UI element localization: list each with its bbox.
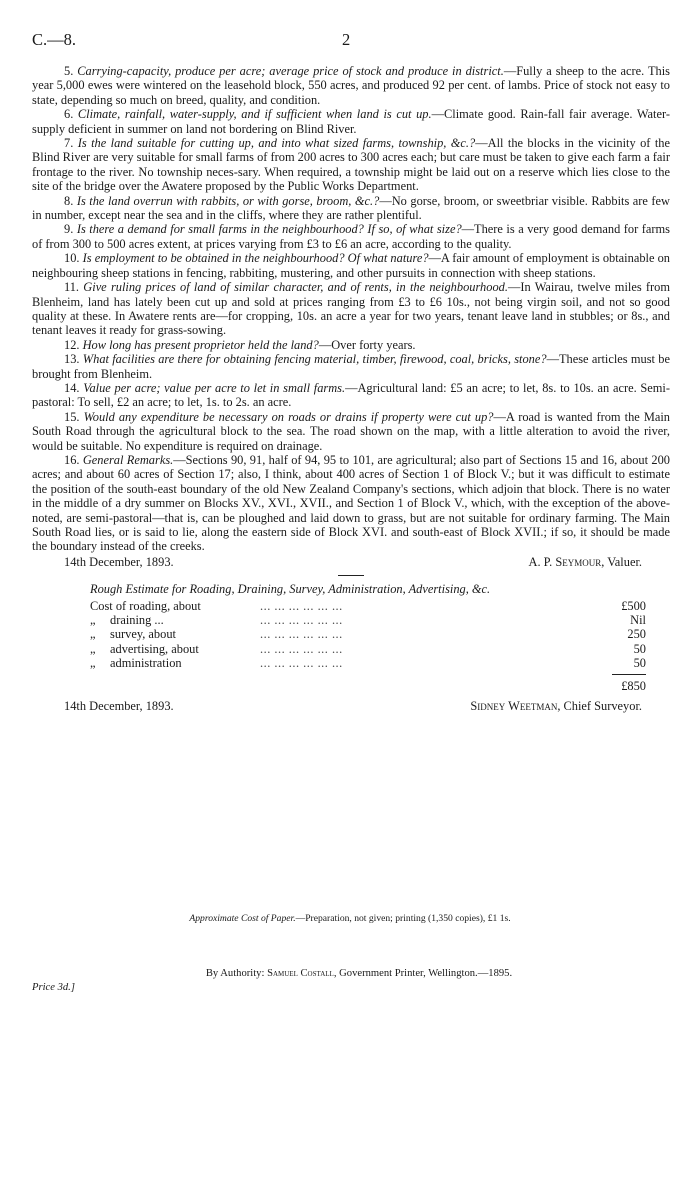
- estimate-leader: ... ... ... ... ... ...: [260, 656, 343, 671]
- answer-text: —A road is wanted from the Main South Road through the agricultural block to the sea. The road shown on the map, with a little alteration to avoid the river, would be suitable. No expenditure is required on drainage.: [32, 409, 670, 453]
- printer-imprint: [0, 968, 700, 979]
- question-paragraph: [32, 194, 670, 223]
- surveyor-name: Sidney Weetman: [470, 699, 558, 714]
- estimate-item: draining ...: [110, 613, 164, 628]
- estimate-total: £850: [621, 678, 646, 693]
- estimate-item: survey, about: [110, 627, 176, 642]
- question-paragraph: [32, 410, 670, 453]
- valuer-signoff: [529, 555, 642, 569]
- question-text: Would any expenditure be necessary on roads or drains if property were cut up?: [83, 409, 494, 424]
- question-number: 9.: [64, 222, 74, 237]
- estimate-title: Rough Estimate for Roading, Draining, Survey, Administration, Advertising, &c.: [90, 582, 491, 597]
- answer-text: —No gorse, broom, or sweetbriar visible. Rabbits are few in number, except near the sea and in the cliffs, where they are rather plentiful.: [32, 193, 671, 223]
- question-text: Climate, rainfall, water-supply, and if sufficient when land is cut up.: [77, 107, 432, 122]
- question-number: 10.: [64, 251, 80, 266]
- valuer-title: , Valuer.: [601, 554, 642, 569]
- answer-text: —All the blocks in the vicinity of the Blind River are very suitable for small farms of from 200 acres to 300 acres each; but care must be taken to give each farm a fair frontage to the river. No township neces-sary. When required, a township might be laid out on a reserve which lies close to the site of the bridge over the Awatere proposed by the Public Works Department.: [32, 136, 670, 194]
- question-text: Is employment to be obtained in the neighbourhood? Of what nature?: [82, 251, 429, 266]
- surveyor-date: 14th December, 1893.: [64, 699, 174, 714]
- estimate-amount: 50: [633, 641, 646, 656]
- answer-text: —Over forty years.: [318, 337, 416, 352]
- question-number: 13.: [64, 352, 80, 367]
- question-paragraph: [32, 381, 670, 410]
- document-reference: C.—8.: [32, 30, 77, 49]
- valuer-date: 14th December, 1893.: [64, 554, 174, 569]
- question-text: Carrying-capacity, produce per acre; average price of stock and produce in district.: [77, 64, 504, 78]
- estimate-amount: £500: [621, 598, 646, 613]
- question-paragraph: [32, 352, 670, 381]
- answer-text: —Climate good. Rain-fall fair average. Water-supply deficient in summer on land not bordering on Blind River.: [32, 107, 670, 136]
- question-text: Is there a demand for small farms in the neighbourhood? If so, of what size?: [76, 222, 462, 237]
- valuer-signature: [32, 555, 670, 569]
- question-number: 7.: [64, 136, 74, 151]
- estimate-leader: ... ... ... ... ... ...: [260, 627, 343, 642]
- estimate-item: administration: [110, 656, 182, 671]
- estimate-amount: 50: [633, 656, 646, 671]
- question-paragraph: [32, 251, 670, 280]
- estimate-item: advertising, about: [110, 641, 199, 656]
- estimate-row: [90, 656, 646, 670]
- estimate-ditto: „: [90, 627, 96, 642]
- answer-text: —Sections 90, 91, half of 94, 95 to 101, are agricultural; also part of Sections 15 and 16, about 200 acres; and about 60 acres of Section 17; also, I think, about 400 acres of Section 1 of Block V.; but it was difficult to estimate the position of the south-east boundary of the old New Zealand Company's sections, which adjoin that block. There is no water in the middle of a dry summer on Blocks XV., XVI., XVII., and Section 1 of Block V., which, with the exception of the above-noted, are semi-pastoral—that is, can be ploughed and laid down to grass, but are not suitable for ordinary farming. The Main South Road lies, or is said to lie, along the eastern side of Block XVI. and south-east of Block XVII.; if so, it should be made the boundary instead of the creeks.: [32, 452, 670, 554]
- question-text: Is the land overrun with rabbits, or with gorse, broom, &c.?: [76, 193, 380, 208]
- estimate-leader: ... ... ... ... ... ...: [260, 598, 343, 613]
- estimate-leader: ... ... ... ... ... ...: [260, 613, 343, 628]
- estimate-ditto: „: [90, 656, 96, 671]
- valuer-name: A. P. Seymour: [528, 554, 602, 569]
- estimate-leader: ... ... ... ... ... ...: [260, 641, 343, 656]
- section-divider: [338, 575, 364, 576]
- question-text: Give ruling prices of land of similar character, and of rents, in the neighbourhood.: [83, 280, 508, 295]
- answer-text: —Fully a sheep to the acre. This year 5,000 ewes were wintered on the leasehold block, 550 acres, and produced 92 per cent. of lambs. Price of stock not easy to state, depending so much on breed, quality, and condition.: [32, 64, 670, 107]
- cost-of-paper-text: —Preparation, not given; printing (1,350 copies), £1 1s.: [295, 913, 511, 924]
- surveyor-signature: [32, 699, 670, 713]
- estimate-row: [90, 642, 646, 656]
- estimate-total-block: [90, 674, 646, 693]
- question-list: [32, 64, 670, 554]
- cost-of-paper-note: [0, 913, 700, 924]
- question-number: 14.: [64, 380, 80, 395]
- question-text: General Remarks.: [82, 452, 174, 467]
- estimate-ditto: „: [90, 641, 96, 656]
- question-paragraph: [32, 107, 670, 136]
- question-paragraph: [32, 136, 670, 194]
- answer-text: —In Wairau, twelve miles from Blenheim, land has lately been cut up and sold at prices ranging from £3 to £6 10s., not being virgin soil, and not so good quality at these. In Awatere rents are—for cropping, 10s. an acre a year for two years, tenant leave land in stubbles; or 8s., and tenant leaves it ready for grass-sowing.: [32, 280, 670, 338]
- answer-text: —These articles must be brought from Blenheim.: [32, 352, 670, 381]
- estimate-row: [90, 613, 646, 627]
- printer-name: Samuel Costall: [267, 968, 334, 979]
- answer-text: —Agricultural land: £5 an acre; to let, 8s. to 10s. an acre. Semi-pastoral: To sell, £2 an acre; to let, 1s. to 2s. an acre.: [32, 380, 671, 410]
- question-text: How long has present proprietor held the land?: [82, 337, 319, 352]
- question-number: 6.: [64, 107, 74, 122]
- question-text: Is the land suitable for cutting up, and into what sized farms, township, &c.?: [77, 136, 476, 151]
- question-number: 16.: [64, 452, 80, 467]
- total-rule: [612, 674, 646, 675]
- estimate-amount: Nil: [630, 613, 646, 628]
- question-paragraph: [32, 280, 670, 338]
- question-paragraph: [32, 222, 670, 251]
- question-number: 8.: [64, 193, 74, 208]
- question-paragraph: [32, 453, 670, 554]
- estimate-amount: 250: [627, 627, 646, 642]
- answer-text: —There is a very good demand for farms of from 300 to 500 acres extent, at prices varying from £3 to £6 an acre, according to the quality.: [32, 222, 670, 251]
- surveyor-signoff: [470, 699, 642, 713]
- question-number: 5.: [64, 64, 74, 78]
- question-text: Value per acre; value per acre to let in small farms.: [83, 380, 346, 395]
- report-body: [32, 64, 670, 713]
- question-text: What facilities are there for obtaining fencing material, timber, firewood, coal, bricks, stone?: [82, 352, 547, 367]
- estimate-table: [90, 599, 646, 671]
- estimate-row: [90, 599, 646, 613]
- price-note: Price 3d.]: [32, 982, 75, 993]
- question-paragraph: [32, 64, 670, 107]
- cost-of-paper-label: Approximate Cost of Paper.: [189, 913, 296, 924]
- question-paragraph: [32, 338, 670, 352]
- authority-suffix: , Government Printer, Wellington.—1895.: [333, 968, 513, 979]
- surveyor-title: , Chief Surveyor.: [557, 699, 642, 714]
- question-number: 15.: [64, 409, 80, 424]
- page-number: 2: [342, 30, 351, 49]
- estimate-ditto: „: [90, 613, 96, 628]
- answer-text: —A fair amount of employment is obtainable on neighbouring sheep stations in fencing, rabbiting, mustering, and other pursuits in connection with sheep stations.: [32, 251, 670, 280]
- question-number: 11.: [64, 280, 80, 295]
- estimate-item: Cost of roading, about: [90, 598, 201, 613]
- question-number: 12.: [64, 337, 80, 352]
- authority-prefix: By Authority:: [205, 968, 268, 979]
- estimate-row: [90, 627, 646, 641]
